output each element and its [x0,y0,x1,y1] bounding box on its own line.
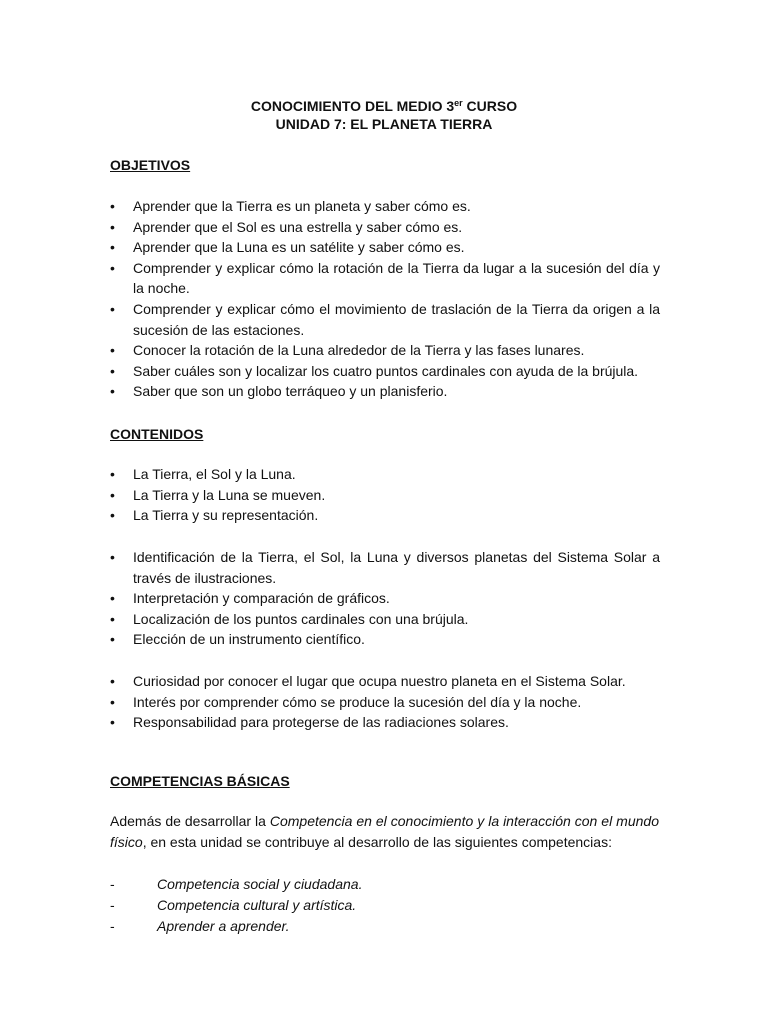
competencias-intro: Además de desarrollar la Competencia en el conocimiento y la interacción con el mundo físico, en esta unidad se contribuye al desarrollo de las siguientes competencias: [110,813,659,850]
list-item-text: Responsabilidad para protegerse de las radiaciones solares. [133,714,509,731]
list-item-text: Comprender y explicar cómo el movimiento de traslación de la Tierra da origen a la sucesión de las estaciones. [133,300,660,338]
list-item-text: Interés por comprender cómo se produce la sucesión del día y la noche. [133,693,582,710]
contenidos-conceptos-list [110,464,660,526]
list-item [110,916,660,937]
list-item [110,217,660,238]
document-title-line1: CONOCIMIENTO DEL MEDIO 3er CURSO [250,98,518,114]
bullet-icon: • [110,610,115,627]
list-item [110,547,660,588]
bullet-icon: • [110,486,115,503]
bullet-icon: • [110,466,115,482]
list-item [110,381,660,402]
list-item [110,258,660,299]
list-item-text: Curiosidad por conocer el lugar que ocupa nuestro planeta en el Sistema Solar. [133,673,626,689]
list-item [110,361,660,382]
bullet-icon: • [110,259,115,276]
list-item-text: Elección de un instrumento científico. [133,631,365,648]
bullet-icon: • [110,714,115,731]
bullet-icon: • [110,239,115,256]
list-item [110,196,660,217]
list-item [110,299,660,340]
list-item [110,895,660,916]
competencias-heading: COMPETENCIAS BÁSICAS [110,773,290,789]
list-item [110,874,660,895]
objetivos-list [110,196,660,402]
bullet-icon: • [110,549,115,565]
list-item-text: Saber que son un globo terráqueo y un planisferio. [133,383,448,400]
list-item-text: Aprender que el Sol es una estrella y saber cómo es. [133,218,463,235]
dash-marker: - [110,917,115,934]
list-item [110,485,660,506]
contenidos-procedimientos-list [110,547,660,650]
list-item [110,712,660,733]
bullet-icon: • [110,198,115,214]
list-item-text: Aprender a aprender. [157,917,290,934]
list-item-text: Competencia cultural y artística. [157,896,357,913]
bullet-icon: • [110,590,115,607]
list-item [110,609,660,630]
dash-marker: - [110,876,115,892]
list-item-text: La Tierra y la Luna se mueven. [133,486,326,503]
competencias-list [110,874,660,936]
list-item [110,237,660,258]
bullet-icon: • [110,631,115,648]
list-item-text: Aprender que la Luna es un satélite y saber cómo es. [133,239,465,256]
list-item [110,464,660,485]
list-item [110,588,660,609]
objetivos-heading: OBJETIVOS [110,157,191,173]
list-item-text: Identificación de la Tierra, el Sol, la Luna y diversos planetas del Sistema Solar a través de ilustraciones. [133,549,660,586]
bullet-icon: • [110,693,115,710]
contenidos-actitudes-list [110,671,660,733]
list-item-text: Aprender que la Tierra es un planeta y saber cómo es. [133,198,471,214]
bullet-icon: • [110,507,115,524]
list-item [110,629,660,650]
bullet-icon: • [110,218,115,235]
list-item-text: La Tierra y su representación. [133,507,319,524]
bullet-icon: • [110,673,115,689]
bullet-icon: • [110,300,115,317]
bullet-icon: • [110,362,115,379]
list-item-text: Comprender y explicar cómo la rotación de la Tierra da lugar a la sucesión del día y la noche. [133,259,660,297]
list-item [110,692,660,713]
list-item-text: Interpretación y comparación de gráficos. [133,590,390,607]
list-item-text: La Tierra, el Sol y la Luna. [133,466,296,482]
bullet-icon: • [110,383,115,400]
list-item [110,505,660,526]
list-item-text: Localización de los puntos cardinales con una brújula. [133,610,469,627]
contenidos-heading: CONTENIDOS [110,426,204,442]
list-item-text: Competencia social y ciudadana. [157,876,363,892]
list-item [110,340,660,361]
dash-marker: - [110,896,115,913]
document-title-line2: UNIDAD 7: EL PLANETA TIERRA [275,116,493,132]
list-item-text: Saber cuáles son y localizar los cuatro puntos cardinales con ayuda de la brújula. [133,362,639,379]
bullet-icon: • [110,342,115,359]
list-item-text: Conocer la rotación de la Luna alrededor de la Tierra y las fases lunares. [133,342,585,359]
list-item [110,671,660,692]
